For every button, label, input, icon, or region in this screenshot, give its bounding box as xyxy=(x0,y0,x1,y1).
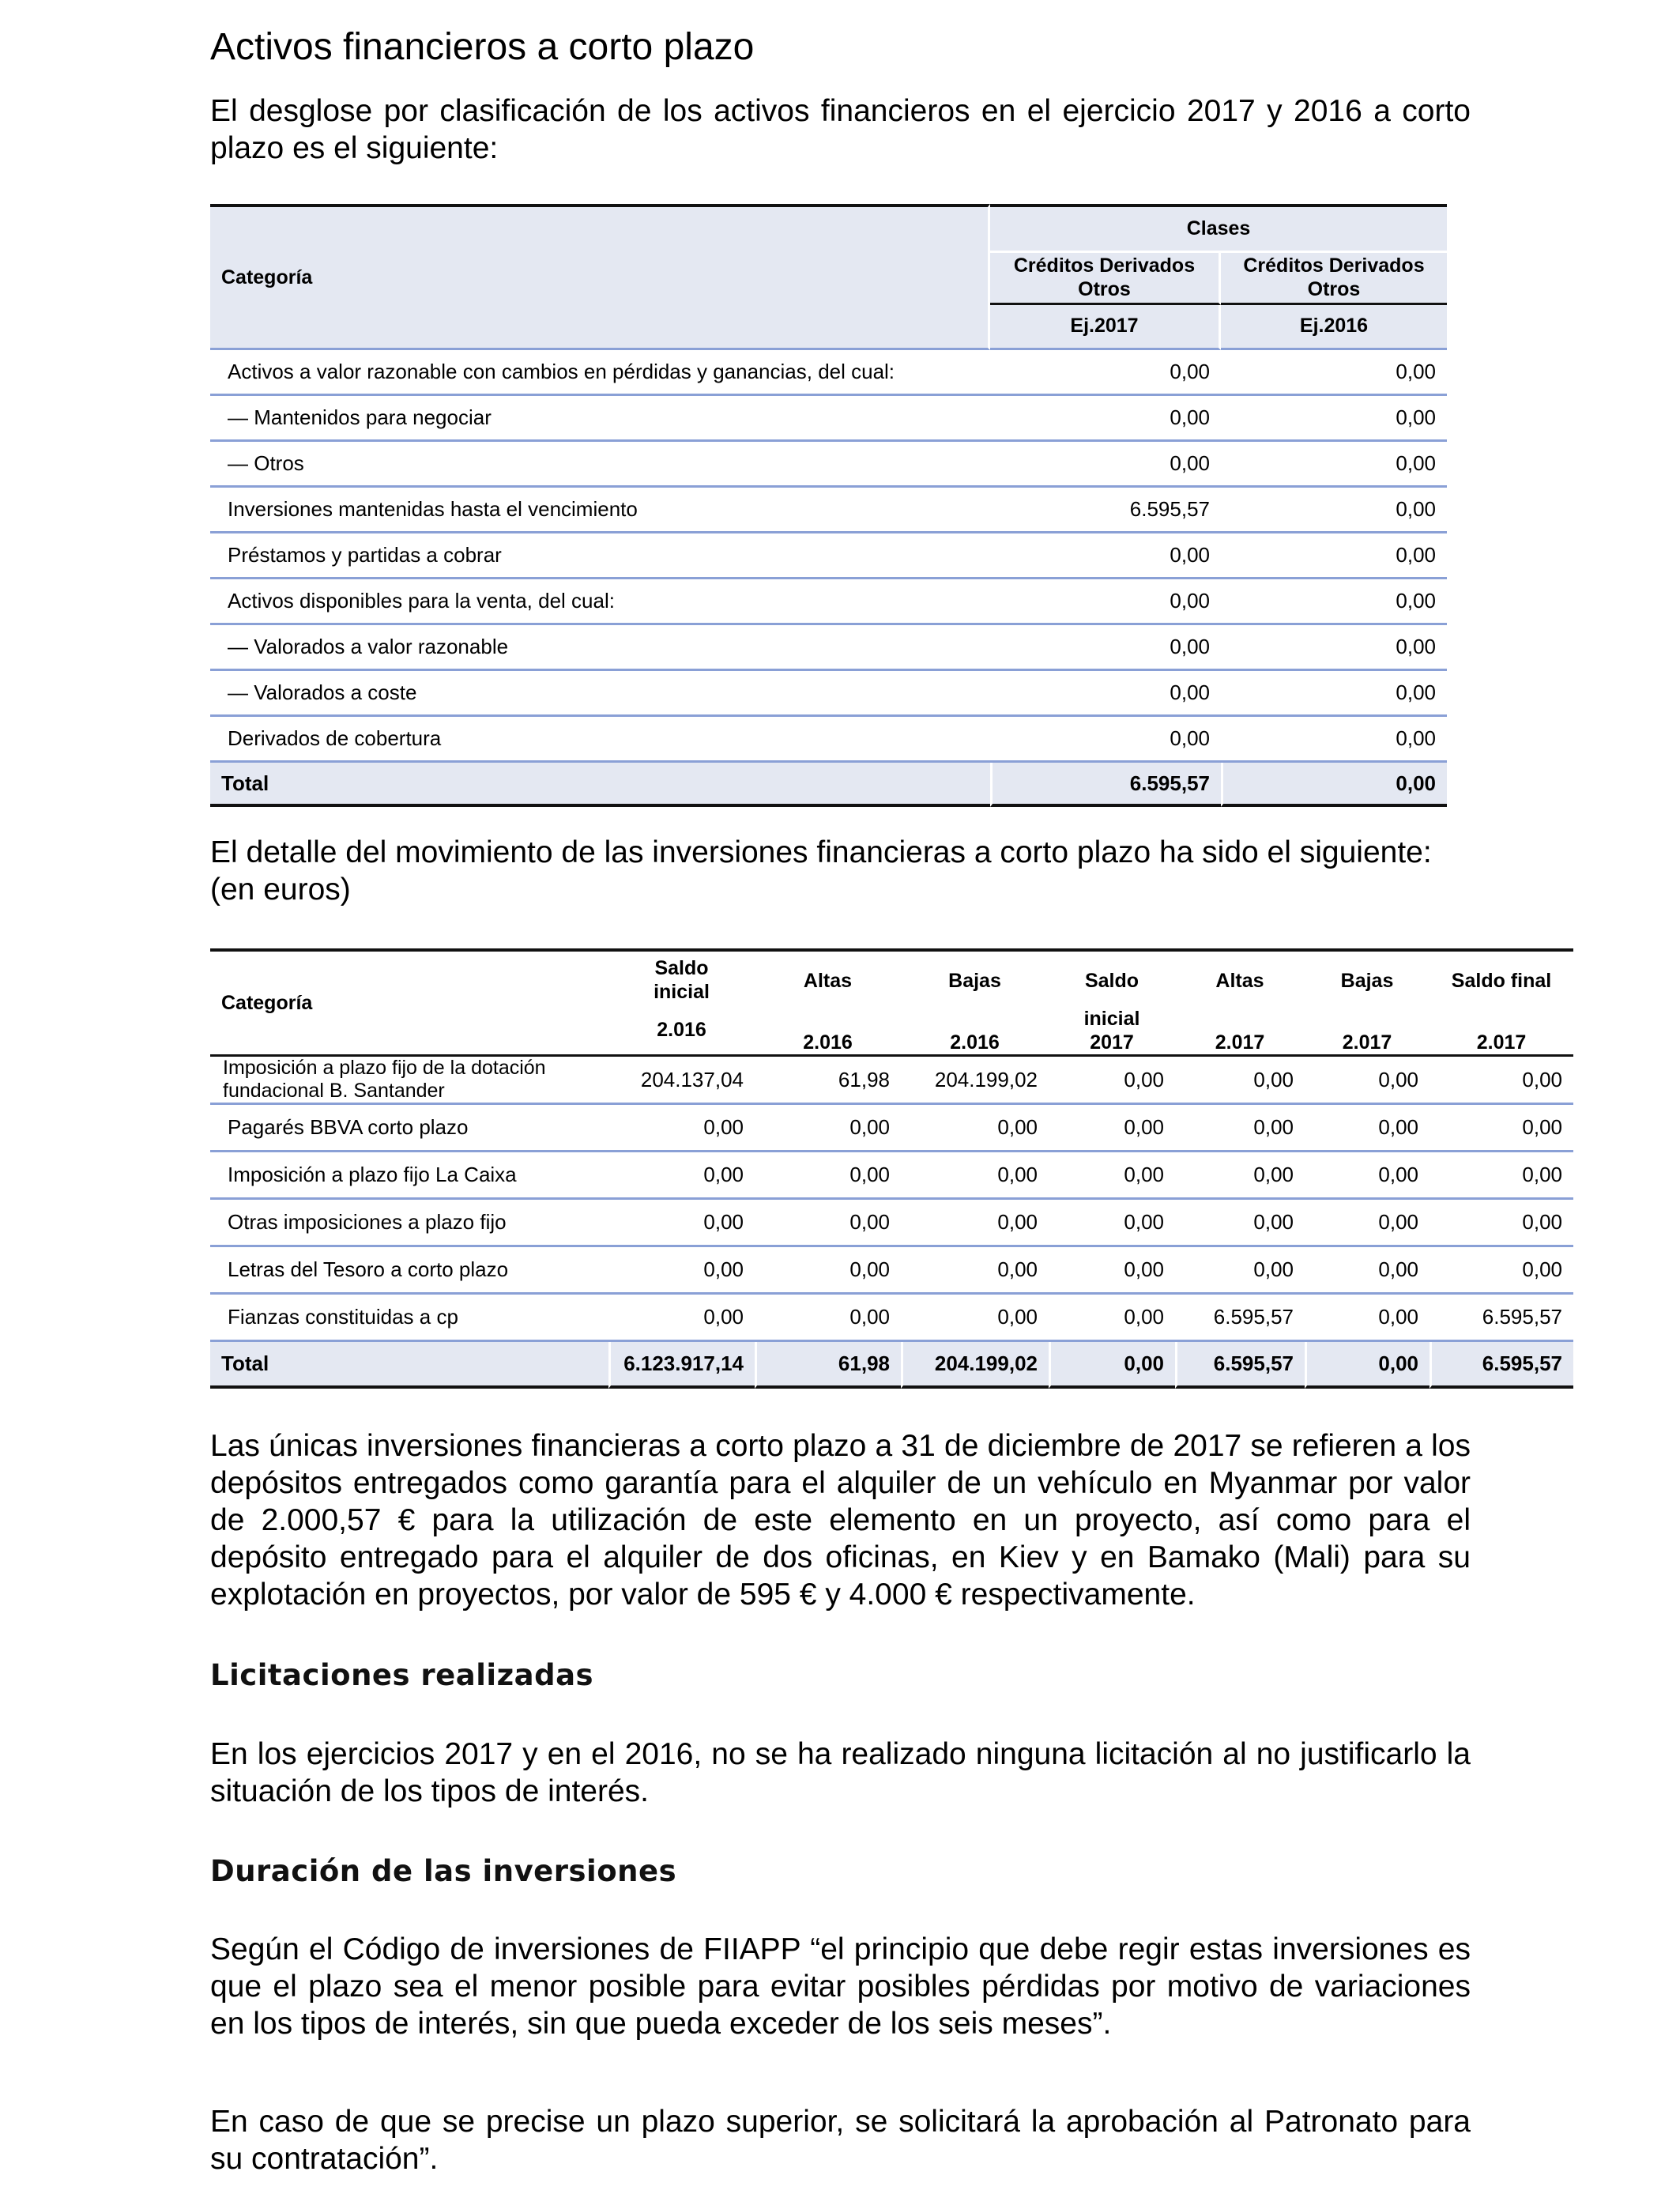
table2-header-col xyxy=(608,948,755,1057)
bajas-2016: 0,00 xyxy=(901,1295,1049,1342)
total-saldo-inicial-2016: 6.123.917,14 xyxy=(608,1342,755,1389)
row-label: Fianzas constituidas a cp xyxy=(210,1295,608,1342)
row-label: — Valorados a coste xyxy=(210,671,990,717)
header-year: 2017 xyxy=(1090,1031,1134,1054)
paragraph-duracion: Según el Código de inversiones de FIIAPP “el principio que debe regir estas inversiones es que el plazo sea el menor posible para evitar posibles pérdidas por motivo de variaciones en los tipos de interés, sin que pueda exceder de los seis meses”. xyxy=(210,1932,1471,2041)
table-row xyxy=(210,671,1447,717)
value-2016: 0,00 xyxy=(1221,625,1447,671)
table-row xyxy=(210,442,1447,488)
header-year: 2.017 xyxy=(1342,1031,1392,1054)
heading-duracion: Duración de las inversiones xyxy=(210,1854,677,1888)
bajas-2017: 0,00 xyxy=(1305,1200,1430,1247)
total-altas-2016: 61,98 xyxy=(755,1342,901,1389)
saldo-inicial-2016: 0,00 xyxy=(608,1247,755,1295)
table1-header-category: Categoría xyxy=(210,204,990,350)
value-2017: 0,00 xyxy=(990,533,1221,579)
table-row xyxy=(210,1200,1573,1247)
saldo-inicial-2016: 0,00 xyxy=(608,1200,755,1247)
total-2017: 6.595,57 xyxy=(990,763,1221,807)
saldo-inicial-2016: 204.137,04 xyxy=(608,1057,755,1105)
bajas-2017: 0,00 xyxy=(1305,1105,1430,1152)
header-name: Saldo xyxy=(1084,970,1139,992)
value-2016: 0,00 xyxy=(1221,579,1447,625)
bajas-2016: 204.199,02 xyxy=(901,1057,1049,1105)
row-label: — Mantenidos para negociar xyxy=(210,396,990,442)
table-row xyxy=(210,1247,1573,1295)
header-year: 2.016 xyxy=(803,1031,853,1054)
total-row xyxy=(210,1342,1573,1389)
table-row xyxy=(210,1152,1573,1200)
value-2017: 0,00 xyxy=(990,717,1221,763)
bajas-2016: 0,00 xyxy=(901,1200,1049,1247)
table-row xyxy=(210,717,1447,763)
value-2016: 0,00 xyxy=(1221,488,1447,533)
total-altas-2017: 6.595,57 xyxy=(1175,1342,1305,1389)
table-row xyxy=(210,625,1447,671)
table1-header-year-2016: Ej.2016 xyxy=(1221,305,1447,351)
row-label: Activos a valor razonable con cambios en pérdidas y ganancias, del cual: xyxy=(210,350,990,396)
total-row xyxy=(210,763,1447,807)
movement-intro-line2: (en euros) xyxy=(210,873,351,907)
table2-header-col xyxy=(901,948,1049,1057)
header-year: 2.016 xyxy=(950,1031,1000,1054)
row-label: Imposición a plazo fijo de la dotación fundacional B. Santander xyxy=(210,1057,608,1105)
altas-2016: 0,00 xyxy=(755,1105,901,1152)
value-2017: 0,00 xyxy=(990,671,1221,717)
table1-header-year-2017: Ej.2017 xyxy=(990,305,1221,351)
value-2017: 0,00 xyxy=(990,396,1221,442)
total-saldo-inicial-2017: 0,00 xyxy=(1049,1342,1175,1389)
header-year: 2.017 xyxy=(1215,1031,1265,1054)
value-2017: 0,00 xyxy=(990,625,1221,671)
row-label: Inversiones mantenidas hasta el vencimiento xyxy=(210,488,990,533)
table2-header-category: Categoría xyxy=(210,948,608,1057)
row-label: Derivados de cobertura xyxy=(210,717,990,763)
header-name: Altas xyxy=(1215,970,1264,992)
row-label: Préstamos y partidas a cobrar xyxy=(210,533,990,579)
altas-2016: 0,00 xyxy=(755,1200,901,1247)
table-row xyxy=(210,1057,1573,1105)
bajas-2017: 0,00 xyxy=(1305,1057,1430,1105)
saldo-final-2017: 6.595,57 xyxy=(1430,1295,1573,1342)
saldo-final-2017: 0,00 xyxy=(1430,1152,1573,1200)
table2-header-col xyxy=(1305,948,1430,1057)
saldo-inicial-2016: 0,00 xyxy=(608,1105,755,1152)
saldo-inicial-2017: 0,00 xyxy=(1049,1247,1175,1295)
saldo-final-2017: 0,00 xyxy=(1430,1247,1573,1295)
header-name: Bajas xyxy=(1340,970,1394,992)
total-bajas-2017: 0,00 xyxy=(1305,1342,1430,1389)
bajas-2017: 0,00 xyxy=(1305,1152,1430,1200)
saldo-inicial-2017: 0,00 xyxy=(1049,1295,1175,1342)
bajas-2016: 0,00 xyxy=(901,1105,1049,1152)
value-2017: 0,00 xyxy=(990,350,1221,396)
saldo-inicial-2016: 0,00 xyxy=(608,1295,755,1342)
altas-2016: 0,00 xyxy=(755,1295,901,1342)
value-2016: 0,00 xyxy=(1221,350,1447,396)
altas-2016: 0,00 xyxy=(755,1152,901,1200)
total-label: Total xyxy=(210,763,990,807)
intro-paragraph: El desglose por clasificación de los activos financieros en el ejercicio 2017 y 2016 a corto plazo es el siguiente: xyxy=(210,94,1471,165)
table1-header-col2: Créditos Derivados Otros xyxy=(1221,253,1447,305)
saldo-inicial-2017: 0,00 xyxy=(1049,1105,1175,1152)
paragraph-unicas: Las únicas inversiones financieras a corto plazo a 31 de diciembre de 2017 se refieren a los depósitos entregados como garantía para el alquiler de un vehículo en Myanmar por valor de 2.000,57 € para la utilización de este elemento en un proyecto, así como para el depósito entregado para el alquiler de dos oficinas, en Kiev y en Bamako (Mali) para su explotación en proyectos, por valor de 595 € y 4.000 € respectivamente. xyxy=(210,1429,1471,1612)
value-2016: 0,00 xyxy=(1221,671,1447,717)
altas-2017: 6.595,57 xyxy=(1175,1295,1305,1342)
table2-header-col xyxy=(1049,948,1175,1057)
table-row xyxy=(210,488,1447,533)
table-row xyxy=(210,579,1447,625)
header-year: 2.017 xyxy=(1476,1031,1527,1054)
row-label: Imposición a plazo fijo La Caixa xyxy=(210,1152,608,1200)
header-sub: inicial xyxy=(1083,1008,1140,1030)
paragraph-plazo: En caso de que se precise un plazo superior, se solicitará la aprobación al Patronato para su contratación”. xyxy=(210,2105,1471,2176)
table2-header-col xyxy=(1175,948,1305,1057)
classification-table xyxy=(210,204,1447,807)
table-row xyxy=(210,533,1447,579)
saldo-inicial-2017: 0,00 xyxy=(1049,1057,1175,1105)
movement-intro xyxy=(210,834,1471,908)
altas-2017: 0,00 xyxy=(1175,1105,1305,1152)
saldo-final-2017: 0,00 xyxy=(1430,1200,1573,1247)
table2-header-col xyxy=(1430,948,1573,1057)
paragraph-licitaciones: En los ejercicios 2017 y en el 2016, no se ha realizado ninguna licitación al no justificarlo la situación de los tipos de interés. xyxy=(210,1737,1471,1808)
table-row xyxy=(210,1105,1573,1152)
table-row xyxy=(210,396,1447,442)
table-row xyxy=(210,350,1447,396)
value-2017: 0,00 xyxy=(990,442,1221,488)
saldo-inicial-2016: 0,00 xyxy=(608,1152,755,1200)
header-name: Saldo final xyxy=(1451,970,1552,992)
altas-2017: 0,00 xyxy=(1175,1152,1305,1200)
movement-table xyxy=(210,948,1573,1389)
altas-2017: 0,00 xyxy=(1175,1057,1305,1105)
row-label: Pagarés BBVA corto plazo xyxy=(210,1105,608,1152)
bajas-2016: 0,00 xyxy=(901,1152,1049,1200)
row-label: — Valorados a valor razonable xyxy=(210,625,990,671)
table1-header-col1: Créditos Derivados Otros xyxy=(990,253,1221,305)
altas-2017: 0,00 xyxy=(1175,1247,1305,1295)
movement-intro-line1: El detalle del movimiento de las inversiones financieras a corto plazo ha sido el siguiente: xyxy=(210,835,1432,869)
saldo-final-2017: 0,00 xyxy=(1430,1057,1573,1105)
value-2017: 0,00 xyxy=(990,579,1221,625)
header-name: Bajas xyxy=(948,970,1001,992)
value-2016: 0,00 xyxy=(1221,442,1447,488)
header-name: Saldo inicial xyxy=(654,957,710,1003)
page-title: Activos financieros a corto plazo xyxy=(210,26,755,68)
header-year: 2.016 xyxy=(657,1019,706,1041)
value-2017: 6.595,57 xyxy=(990,488,1221,533)
value-2016: 0,00 xyxy=(1221,717,1447,763)
saldo-final-2017: 0,00 xyxy=(1430,1105,1573,1152)
altas-2017: 0,00 xyxy=(1175,1200,1305,1247)
table2-header-col xyxy=(755,948,901,1057)
table-row xyxy=(210,1295,1573,1342)
total-bajas-2016: 204.199,02 xyxy=(901,1342,1049,1389)
altas-2016: 0,00 xyxy=(755,1247,901,1295)
saldo-inicial-2017: 0,00 xyxy=(1049,1152,1175,1200)
row-label: — Otros xyxy=(210,442,990,488)
row-label: Otras imposiciones a plazo fijo xyxy=(210,1200,608,1247)
total-label: Total xyxy=(210,1342,608,1389)
row-label: Activos disponibles para la venta, del cual: xyxy=(210,579,990,625)
total-2016: 0,00 xyxy=(1221,763,1447,807)
value-2016: 0,00 xyxy=(1221,396,1447,442)
heading-licitaciones: Licitaciones realizadas xyxy=(210,1658,594,1692)
bajas-2016: 0,00 xyxy=(901,1247,1049,1295)
bajas-2017: 0,00 xyxy=(1305,1295,1430,1342)
saldo-inicial-2017: 0,00 xyxy=(1049,1200,1175,1247)
value-2016: 0,00 xyxy=(1221,533,1447,579)
bajas-2017: 0,00 xyxy=(1305,1247,1430,1295)
header-name: Altas xyxy=(803,970,853,992)
total-saldo-final-2017: 6.595,57 xyxy=(1430,1342,1573,1389)
altas-2016: 61,98 xyxy=(755,1057,901,1105)
table1-header-clases: Clases xyxy=(990,204,1447,253)
row-label: Letras del Tesoro a corto plazo xyxy=(210,1247,608,1295)
